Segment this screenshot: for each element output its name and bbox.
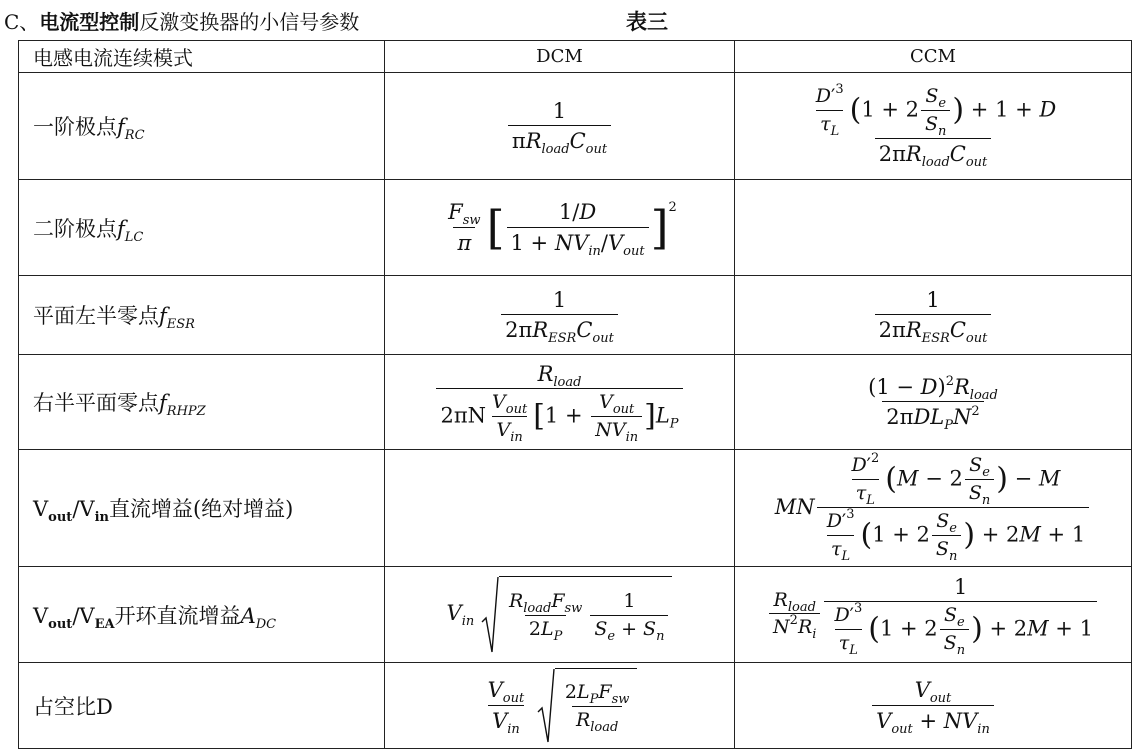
ccm-formula: $\frac{(1 - D)^2R_{load}}{2\pi DL_PN^2}$ [735, 355, 1132, 450]
dcm-formula: $\frac{1}{\pi R_{load}C_{out}}$ [385, 73, 735, 180]
table-header-row [19, 41, 1132, 73]
title-bold: 电流型控制 [39, 10, 140, 34]
row-label: $V_{out}/V_{EA}$开环直流增益$A_{DC}$ [19, 567, 385, 663]
ccm-formula: $\frac{1}{2\pi R_{ESR}C_{out}}$ [735, 276, 1132, 355]
table-row [19, 567, 1132, 663]
row-label: 平面左半零点$f_{ESR}$ [19, 276, 385, 355]
table-row [19, 663, 1132, 749]
table-row [19, 355, 1132, 450]
table-row [19, 73, 1132, 180]
row-label: 二阶极点$f_{LC}$ [19, 180, 385, 276]
section-title [4, 8, 359, 36]
ccm-formula: $\frac{D'^3}{\tau_L}$ (1 + 2 $\frac{S_e}{S_n}$ ) + 1 + D $2\pi R_{load}C_{out}$ [735, 73, 1132, 180]
ccm-formula: $\frac{R_{load}}{N^2R_i}$ 1 $\frac{D'^3}{\tau_L}$ (1 + 2 $\frac{S_e}{S_n}$ ) + 2M + 1 [735, 567, 1132, 663]
dcm-formula-empty [385, 450, 735, 567]
header-dcm: DCM [385, 41, 735, 73]
dcm-formula: $\frac{V_{out}}{V_{in}}$ $\frac{2L_PF_{sw}}{R_{load}}$ [385, 663, 735, 749]
table-row [19, 276, 1132, 355]
table-row [19, 450, 1132, 567]
dcm-formula: $R_{load}$ 2πN $\frac{V_{out}}{V_{in}}$ [1 + $\frac{V_{out}}{NV_{in}}$ ]$L_P$ [385, 355, 735, 450]
dcm-formula: $\frac{1}{2\pi R_{ESR}C_{out}}$ [385, 276, 735, 355]
ccm-formula-empty [735, 180, 1132, 276]
row-label: 一阶极点$f_{RC}$ [19, 73, 385, 180]
header-mode: 电感电流连续模式 [19, 41, 385, 73]
dcm-formula: $V_{in}$ $\frac{R_{load}F_{sw}}{2L_P}$ $\frac{1}{S_e + S_n}$ [385, 567, 735, 663]
title-prefix: C、 [4, 10, 40, 34]
ccm-formula: $\frac{V_{out}}{V_{out} + NV_{in}}$ [735, 663, 1132, 749]
table-row [19, 180, 1132, 276]
title-rest: 反激变换器的小信号参数 [139, 10, 360, 34]
ccm-formula: MN $\frac{D'^2}{\tau_L}$ (M − 2 $\frac{S_e}{S_n}$ ) − M $\frac{D'^3}{\tau_L}$ (1 + 2 $\frac{S_e}{S_n}$ ) + 2M + 1 [735, 450, 1132, 567]
row-label: $V_{out}/V_{in}$直流增益(绝对增益) [19, 450, 385, 567]
dcm-formula: $\frac{F_{sw}}{\pi}$ [ $\frac{1/D}{1 + NV_{in}/V_{out}}$ ]$^2$ [385, 180, 735, 276]
row-label: 占空比D [19, 663, 385, 749]
parameter-table [18, 40, 1132, 749]
row-label: 右半平面零点$f_{RHPZ}$ [19, 355, 385, 450]
header-ccm: CCM [735, 41, 1132, 73]
table-number: 表三 [626, 9, 668, 34]
